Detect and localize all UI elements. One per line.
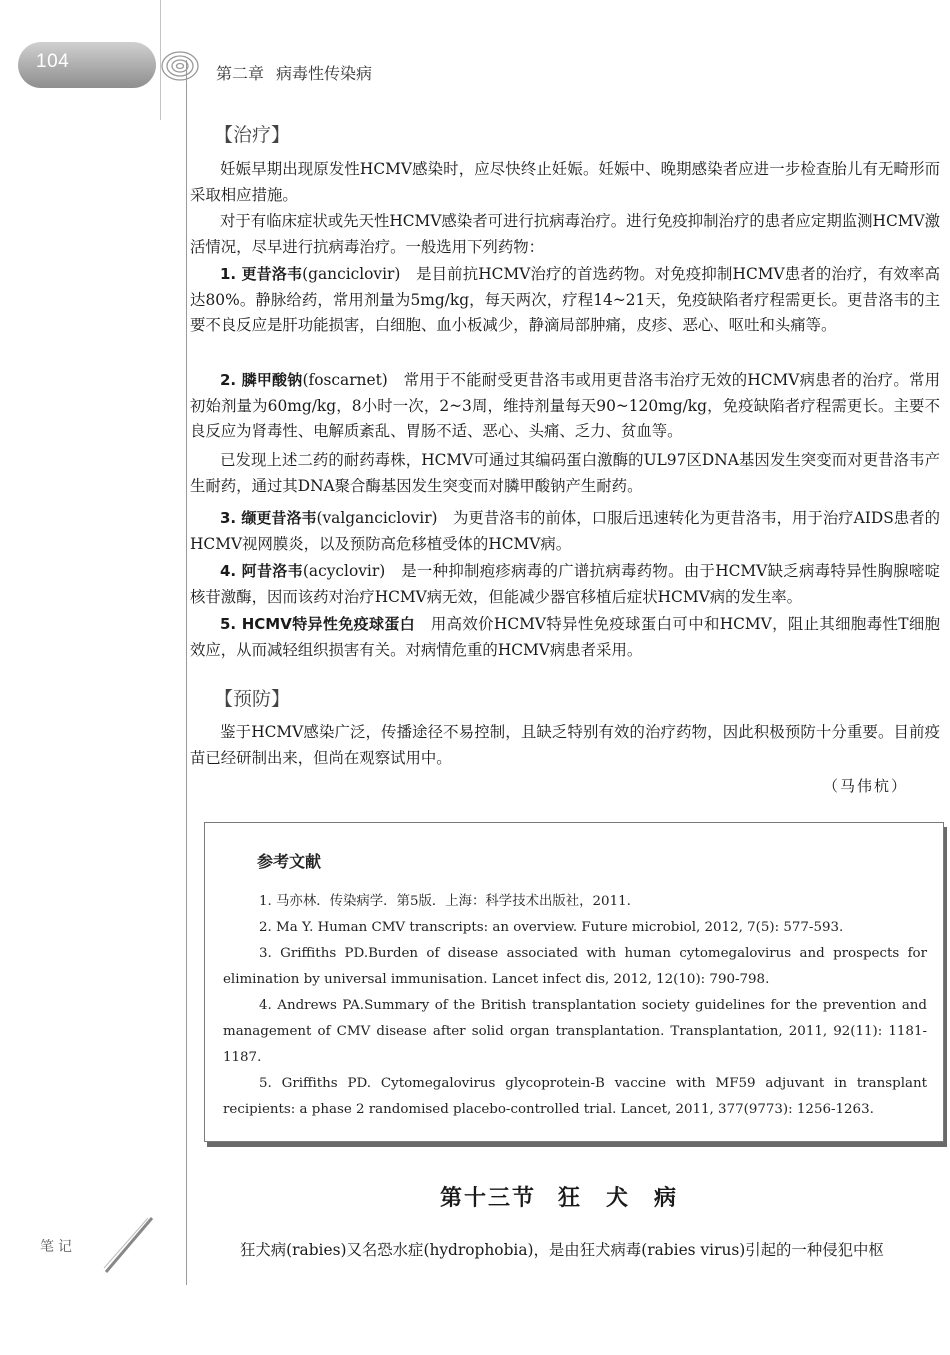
drug-foscarnet-title: 2. 膦甲酸钠: [220, 371, 303, 389]
reference-item: 3. Griffiths PD.Burden of disease associated with human cytomegalovirus and prospects for elimination by universal immunisation. Lancet infect dis, 2012, 12(10): 790-798.: [223, 946, 927, 987]
treatment-heading: 【治疗】: [214, 124, 291, 146]
section-name: 狂 犬 病: [558, 1186, 679, 1211]
treatment-paragraph-1: 妊娠早期出现原发性HCMV感染时，应尽快终止妊娠。妊娠中、晚期感染者应进一步检查胎儿有无畸形而采取相应措施。: [190, 160, 940, 204]
prevention-paragraph: 鉴于HCMV感染广泛，传播途径不易控制，且缺乏特别有效的治疗药物，因此积极预防十分重要。目前疫苗已经研制出来，但尚在观察试用中。: [190, 723, 940, 767]
author-credit: （马伟杭）: [822, 777, 908, 795]
rabies-intro-paragraph: 狂犬病(rabies)又名恐水症(hydrophobia)，是由狂犬病毒(rabies virus)引起的一种侵犯中枢: [240, 1241, 884, 1259]
section-label: 第十三节: [440, 1186, 537, 1211]
drug-ganciclovir-title: 1. 更昔洛韦: [220, 265, 303, 283]
drug-acyclovir-title: 4. 阿昔洛韦: [220, 562, 303, 580]
drug-ganciclovir: 1. 更昔洛韦(ganciclovir) 是目前抗HCMV治疗的首选药物。对免疫抑制HCMV患者的治疗，有效率高达80%。静脉给药，常用剂量为5mg/kg，每天两次，疗程14~21天，免疫缺陷者疗程需更长。更昔洛韦的主要不良反应是肝功能损害，白细胞、血小板减少，静滴局部肿痛，皮疹、恶心、呕吐和头痛等。: [190, 265, 941, 334]
reference-item: 4. Andrews PA.Summary of the British transplantation society guidelines for the prevention and management of CMV disease after solid organ transplantation. Transplantation, 2011, 92(11): 1181-1187.: [223, 998, 927, 1065]
spiral-logo-icon: [158, 44, 202, 88]
drug-acyclovir: 4. 阿昔洛韦(acyclovir) 是一种抑制疱疹病毒的广谱抗病毒药物。由于HCMV缺乏病毒特异性胸腺嘧啶核苷激酶，因而该药对治疗HCMV病无效，但能减少器官移植后症状HCMV病的发生率。: [190, 562, 941, 606]
reference-item: 2. Ma Y. Human CMV transcripts: an overview. Future microbiol, 2012, 7(5): 577-593.: [259, 920, 844, 935]
reference-item: 5. Griffiths PD. Cytomegalovirus glycoprotein-B vaccine with MF59 adjuvant in transplant recipients: a phase 2 randomised placebo-controlled trial. Lancet, 2011, 377(9773): 1256-1263.: [223, 1076, 927, 1117]
drug-foscarnet: 2. 膦甲酸钠(foscarnet) 常用于不能耐受更昔洛韦或用更昔洛韦治疗无效的HCMV病患者的治疗。常用初始剂量为60mg/kg，8小时一次，2~3周，维持剂量每天90~120mg/kg，免疫缺陷者疗程需更长。主要不良反应为肾毒性、电解质紊乱、胃肠不适、恶心、头痛、乏力、贫血等。: [190, 371, 940, 440]
chapter-header: [216, 61, 372, 84]
page-number: 104: [36, 51, 70, 72]
references-box: [204, 822, 944, 1142]
drug-valganciclovir-title: 3. 缬更昔洛韦: [220, 509, 317, 527]
drug-hcmv-immunoglobulin-title: 5. HCMV特异性免疫球蛋白: [220, 615, 416, 633]
reference-item: 1. 马亦林．传染病学．第5版．上海：科学技术出版社，2011.: [259, 894, 631, 909]
section-title: [440, 1181, 700, 1212]
chapter-label: 第二章: [216, 64, 265, 83]
treatment-paragraph-2: 对于有临床症状或先天性HCMV感染者可进行抗病毒治疗。进行免疫抑制治疗的患者应定期监测HCMV激活情况，尽早进行抗病毒治疗。一般选用下列药物：: [190, 212, 940, 256]
references-list: [223, 889, 927, 1123]
pen-icon: [98, 1214, 158, 1278]
margin-rule: [186, 60, 187, 1285]
prevention-heading: 【预防】: [214, 688, 291, 710]
chapter-title: 病毒性传染病: [276, 64, 373, 83]
drug-hcmv-immunoglobulin: 5. HCMV特异性免疫球蛋白 用高效价HCMV特异性免疫球蛋白可中和HCMV，阻止其细胞毒性T细胞效应，从而减轻组织损害有关。对病情危重的HCMV病患者采用。: [190, 615, 940, 659]
references-title: 参考文献: [257, 852, 322, 871]
drug-valganciclovir: 3. 缬更昔洛韦(valganciclovir) 为更昔洛韦的前体，口服后迅速转化为更昔洛韦，用于治疗AIDS患者的HCMV视网膜炎，以及预防高危移植受体的HCMV病。: [190, 509, 940, 553]
resistance-paragraph: 已发现上述二药的耐药毒株，HCMV可通过其编码蛋白激酶的UL97区DNA基因发生突变而对更昔洛韦产生耐药，通过其DNA聚合酶基因发生突变而对膦甲酸钠产生耐药。: [190, 451, 940, 495]
notes-label: 笔记: [40, 1239, 76, 1255]
